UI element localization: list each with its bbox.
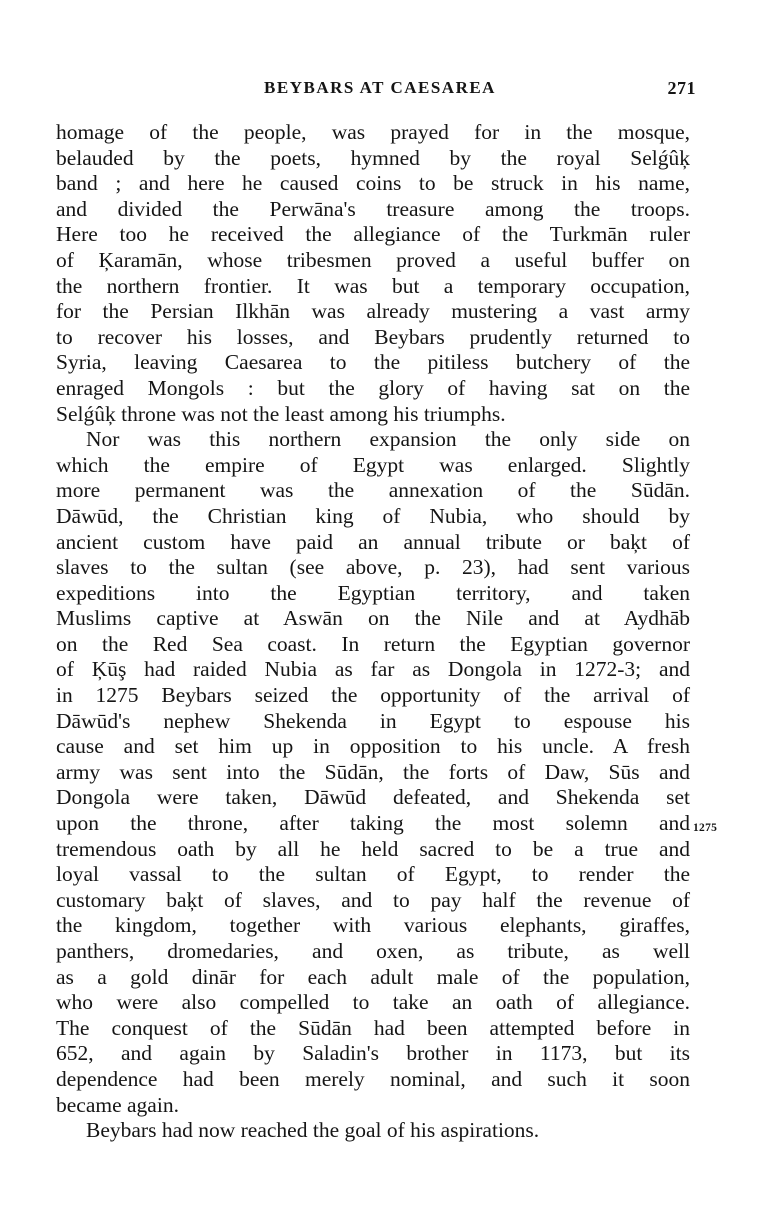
page-number: 271 <box>667 78 696 98</box>
text-line: slaves to the sultan (see above, p. 23), had sent various <box>56 555 690 580</box>
text-line: became again. <box>56 1092 179 1117</box>
text-line: of Ķūş had raided Nubia as far as Dongola in 1272-3; and <box>56 657 690 682</box>
text-line: for the Persian Ilkhān was already mustering a vast army <box>56 299 690 324</box>
text-line: enraged Mongols : but the glory of having sat on the <box>56 375 690 400</box>
text-line: and divided the Perwāna's treasure among the troops. <box>56 196 690 221</box>
body-text <box>56 120 690 1144</box>
text-line: belauded by the poets, hymned by the royal Selǵûķ <box>56 145 690 170</box>
text-line: of Ķaramān, whose tribesmen proved a useful buffer on <box>56 247 690 272</box>
running-head <box>0 76 780 106</box>
text-line: Dāwūd's nephew Shekenda in Egypt to espouse his <box>56 708 690 733</box>
text-line: which the empire of Egypt was enlarged. Slightly <box>56 452 690 477</box>
text-line: 652, and again by Saladin's brother in 1173, but its <box>56 1041 690 1066</box>
paragraph-start-line: Beybars had now reached the goal of his aspirations. <box>86 1118 540 1143</box>
text-line: tremendous oath by all he held sacred to be a true and <box>56 836 690 861</box>
page-title: BEYBARS AT CAESAREA <box>264 78 496 97</box>
text-line: who were also compelled to take an oath of allegiance. <box>56 990 690 1015</box>
text-line: loyal vassal to the sultan of Egypt, to render the <box>56 862 690 887</box>
paragraph-start-line: Nor was this northern expansion the only side on <box>86 427 690 452</box>
text-line: upon the throne, after taking the most solemn and <box>56 811 690 836</box>
text-line: the kingdom, together with various elephants, giraffes, <box>56 913 690 938</box>
text-line: panthers, dromedaries, and oxen, as tribute, as well <box>56 939 690 963</box>
text-line: Here too he received the allegiance of the Turkmān ruler <box>56 222 690 247</box>
text-line: Syria, leaving Caesarea to the pitiless butchery of the <box>56 350 690 375</box>
text-line: on the Red Sea coast. In return the Egyptian governor <box>56 631 690 656</box>
text-line: The conquest of the Sūdān had been attempted before in <box>56 1015 690 1040</box>
text-line: customary baķt of slaves, and to pay half the revenue of <box>56 887 690 912</box>
text-line: Dongola were taken, Dāwūd defeated, and Shekenda set <box>56 785 690 810</box>
text-line: Selǵûķ throne was not the least among his triumphs. <box>56 401 506 426</box>
margin-date-note: 1275 <box>693 822 718 834</box>
text-line: dependence had been merely nominal, and such it soon <box>56 1066 690 1091</box>
text-line: band ; and here he caused coins to be struck in his name, <box>56 171 690 196</box>
text-line: the northern frontier. It was but a temporary occupation, <box>56 273 690 298</box>
text-line: Muslims captive at Aswān on the Nile and at Aydhāb <box>56 606 690 631</box>
text-line: as a gold dinār for each adult male of the population, <box>56 964 690 989</box>
text-line: army was sent into the Sūdān, the forts of Daw, Sūs and <box>56 759 690 784</box>
text-line: more permanent was the annexation of the Sūdān. <box>56 478 690 503</box>
text-line: ancient custom have paid an annual tribute or baķt of <box>56 529 690 554</box>
text-line: to recover his losses, and Beybars prudently returned to <box>56 324 690 349</box>
text-line: Dāwūd, the Christian king of Nubia, who should by <box>56 503 690 528</box>
text-line: in 1275 Beybars seized the opportunity of the arrival of <box>56 683 690 708</box>
text-line: homage of the people, was prayed for in the mosque, <box>56 120 690 144</box>
text-line: expeditions into the Egyptian territory, and taken <box>56 580 690 605</box>
text-line: cause and set him up in opposition to his uncle. A fresh <box>56 734 690 759</box>
